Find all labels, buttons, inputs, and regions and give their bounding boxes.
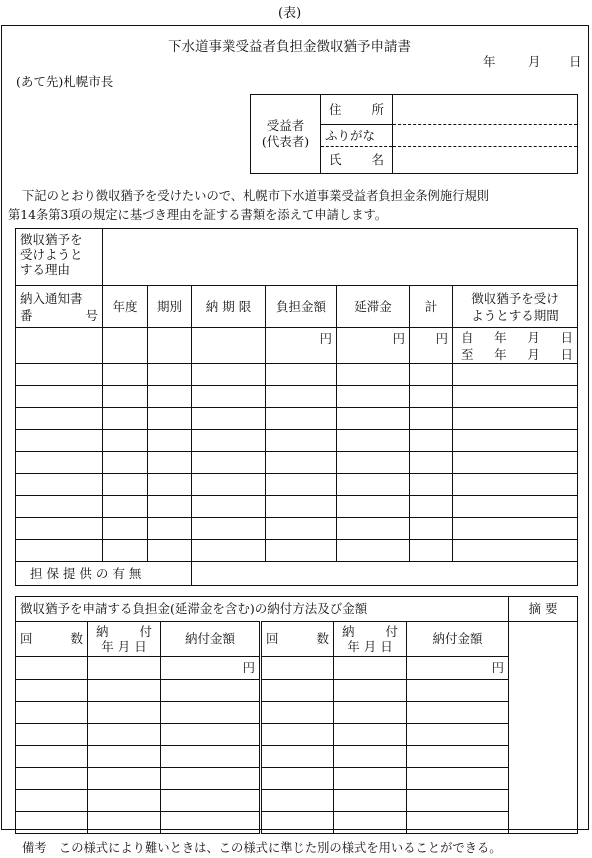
col-late-fee: 延滞金 (337, 286, 410, 328)
table-row (16, 364, 578, 386)
addressee: (あて先)札幌市長 (16, 74, 114, 89)
remarks-field[interactable] (509, 622, 578, 834)
yen-unit: 円 (337, 328, 410, 364)
furigana-label: ふりがな (321, 125, 393, 147)
grace-dates: 自 年 月 日 至 年 月 日 (453, 328, 578, 364)
cell[interactable] (16, 328, 103, 364)
table-row (16, 746, 578, 768)
col-count: 回 数 (16, 622, 88, 657)
table-row (16, 474, 578, 496)
col-count-2: 回 数 (261, 622, 334, 657)
table-row (16, 768, 578, 790)
page-tag: (表) (278, 6, 302, 21)
remarks-label: 摘 要 (509, 597, 578, 622)
table-row (16, 430, 578, 452)
col-due-date: 納 期 限 (192, 286, 266, 328)
intro-line-2: 第14条第3項の規定に基づき理由を証する書類を添えて申請します。 (8, 208, 388, 222)
cell[interactable] (192, 328, 266, 364)
col-payment-date: 納 付 年 月 日 (88, 622, 161, 657)
arrears-table (15, 228, 578, 586)
yen-unit: 円 (266, 328, 337, 364)
reason-label: 徴収猶予を 受けようと する理由 (16, 229, 103, 286)
furigana-field[interactable] (393, 125, 578, 147)
col-charge-amount: 負担金額 (266, 286, 337, 328)
date-year: 年 (483, 54, 496, 69)
date-month: 月 (528, 54, 541, 69)
col-payment-amount: 納付金額 (161, 622, 261, 657)
yen-unit: 円 (410, 328, 453, 364)
collateral-label: 担 保 提 供 の 有 無 (16, 562, 192, 586)
table-row (16, 386, 578, 408)
table-row (16, 680, 578, 702)
table-row (16, 702, 578, 724)
reason-field[interactable] (103, 229, 578, 286)
col-notice-number: 納入通知書 番 号 (16, 286, 103, 328)
name-label: 氏 名 (321, 147, 393, 174)
col-payment-date-2: 納 付 年 月 日 (334, 622, 407, 657)
collateral-field[interactable] (192, 562, 578, 586)
name-field[interactable] (393, 147, 578, 174)
table-row (16, 724, 578, 746)
table-row (16, 790, 578, 812)
table-row (16, 812, 578, 834)
table-row (16, 408, 578, 430)
yen-unit: 円 (407, 657, 509, 680)
payment-table (15, 596, 578, 834)
footer-note: 備考 この様式により難いときは、この様式に準じた別の様式を用いることができる。 (22, 841, 502, 855)
intro-line-1: 下記のとおり徴収猶予を受けたいので、札幌市下水道事業受益者負担金条例施行規則 (22, 189, 490, 203)
date-day: 日 (569, 54, 582, 69)
applicant-label: 受益者 (代表者) (251, 95, 321, 174)
form-title: 下水道事業受益者負担金徴収猶予申請書 (168, 39, 411, 55)
col-fiscal-year: 年度 (103, 286, 148, 328)
table-row (16, 452, 578, 474)
address-field[interactable] (393, 95, 578, 125)
table-row (16, 496, 578, 518)
col-payment-amount-2: 納付金額 (407, 622, 509, 657)
table-row (16, 540, 578, 562)
address-label: 住 所 (321, 95, 393, 125)
cell[interactable] (148, 328, 192, 364)
payment-title: 徴収猶予を申請する負担金(延滞金を含む)の納付方法及び金額 (16, 597, 509, 622)
cell[interactable] (103, 328, 148, 364)
col-total: 計 (410, 286, 453, 328)
table-row (16, 518, 578, 540)
applicant-table (250, 94, 578, 174)
col-grace-period: 徴収猶予を受け ようとする期間 (453, 286, 578, 328)
col-period: 期別 (148, 286, 192, 328)
yen-unit: 円 (161, 657, 261, 680)
